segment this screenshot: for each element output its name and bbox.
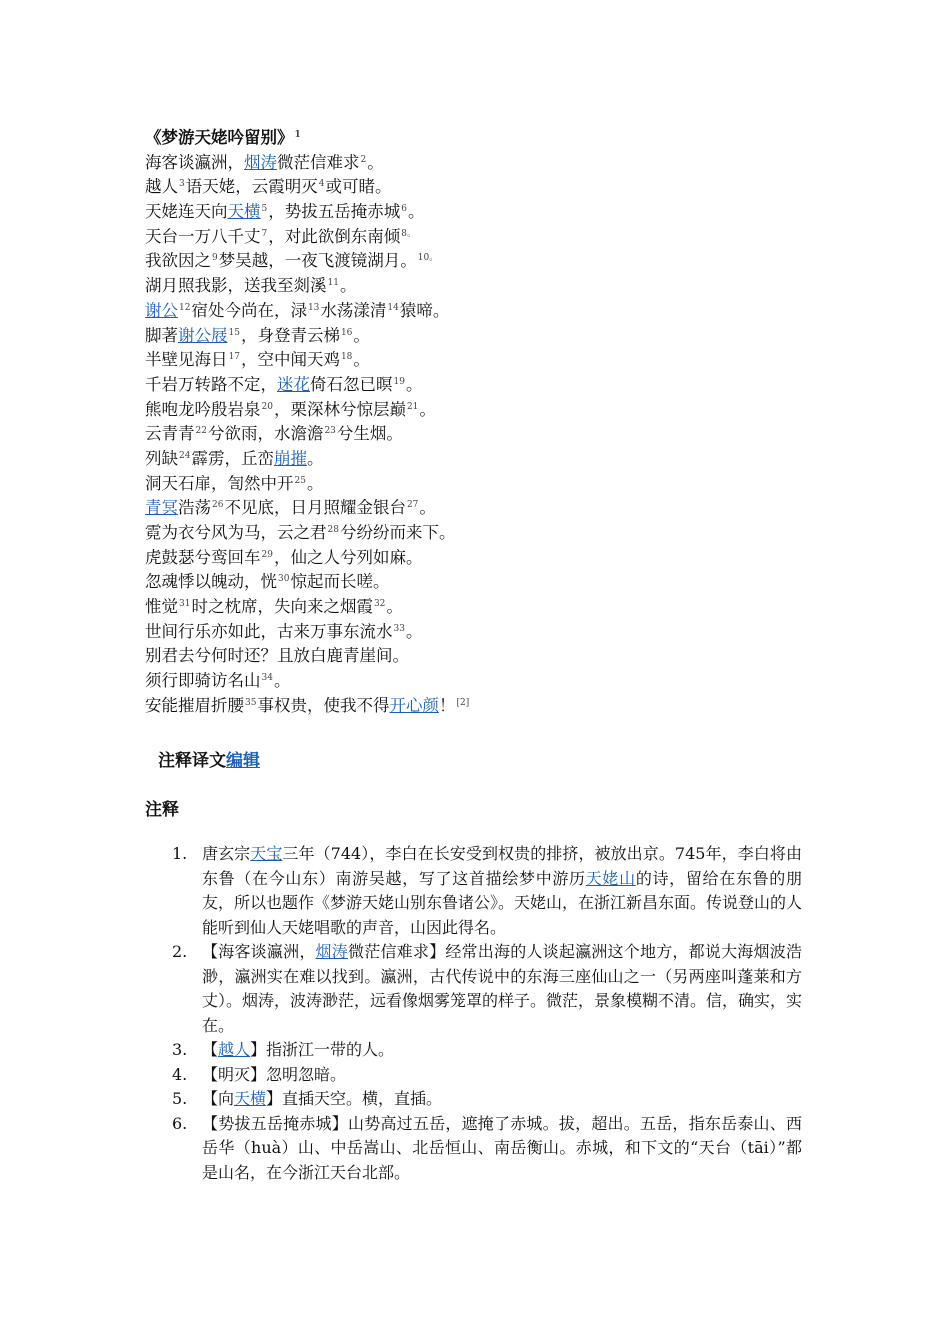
text-segment: ，栗深林兮惊层巅	[273, 399, 406, 419]
poem-line	[145, 274, 845, 299]
text-segment: 。	[419, 399, 436, 419]
footnote-ref[interactable]: 34	[261, 673, 273, 684]
poem-line	[145, 694, 845, 719]
text-segment: 【	[202, 1040, 219, 1059]
note-number: 4.	[172, 1064, 188, 1084]
term-link[interactable]: 迷花	[277, 374, 310, 394]
term-link[interactable]: 崩摧	[273, 448, 307, 468]
text-segment: 霓为衣兮风为马，云之君	[145, 523, 327, 542]
footnote-ref[interactable]: 6	[401, 204, 407, 215]
text-segment: 熊咆龙吟殷岩泉	[145, 399, 261, 419]
text-segment: 三年（744），李白在长安受到权贵的排挤，被放出京。745年，李白将由东鲁（在今山东）南游吴越，写了这首描绘梦中游历	[202, 844, 802, 888]
poem-line	[145, 570, 845, 595]
poem-title-line	[145, 126, 845, 151]
poem-line	[145, 472, 845, 497]
footnote-ref[interactable]: 31	[179, 599, 191, 610]
text-segment: 语天姥，云霞明灭	[185, 177, 318, 197]
term-link[interactable]: 天姥山	[585, 868, 636, 888]
text-segment: 天姥连天向	[145, 202, 228, 222]
text-segment: 别君去兮何时还？且放白鹿青崖间。	[145, 646, 409, 666]
text-segment: 。	[405, 374, 423, 394]
section-heading	[158, 746, 260, 771]
poem-line	[145, 299, 845, 324]
text-segment: 【向	[202, 1089, 235, 1108]
note-number: 2.	[172, 942, 188, 961]
text-segment: ，仙之人兮列如麻。	[273, 547, 423, 567]
text-segment: 。	[353, 325, 370, 345]
text-segment: 【海客谈瀛洲，	[202, 942, 316, 961]
text-segment: 虎鼓瑟兮鸾回车	[145, 547, 261, 567]
term-link[interactable]: 天横	[227, 202, 261, 222]
footnote-ref[interactable]: 22	[195, 426, 207, 437]
footnote-ref[interactable]: 30	[278, 574, 290, 585]
footnote-ref[interactable]: 5	[261, 204, 268, 215]
poem-line	[145, 151, 845, 176]
note-item	[172, 1112, 802, 1186]
note-item	[172, 1063, 802, 1088]
footnote-ref[interactable]: 7	[261, 228, 268, 239]
text-segment: ！	[438, 695, 456, 715]
note-number: 3.	[172, 1040, 188, 1059]
note-number: 1.	[172, 844, 188, 863]
footnote-ref[interactable]: 23	[324, 426, 336, 437]
text-segment: 湖月照我影，送我至剡溪	[145, 276, 327, 296]
text-segment: 时之枕席，失向来之烟霞	[191, 597, 373, 617]
term-link[interactable]: 越人	[218, 1040, 251, 1059]
text-segment: 【明灭】忽明忽暗。	[202, 1064, 347, 1084]
footnote-ref[interactable]: 28	[327, 525, 339, 535]
text-segment: 倚石忽已暝	[310, 374, 393, 394]
term-link[interactable]: 青冥	[145, 498, 178, 518]
text-segment: 霹雳，丘峦	[191, 448, 274, 468]
text-segment: 【势拔五岳掩赤城】山势高过五岳，遮掩了赤城。拔，超出。五岳，指东岳泰山、西岳华（huà）山、中岳嵩山、北岳恒山、南岳衡山。赤城，和下文的“天台（tāi）”都是山名，在今浙江天台北部。	[202, 1113, 802, 1182]
footnote-ref[interactable]: 16	[340, 327, 353, 338]
footnote-ref[interactable]: 27	[406, 500, 419, 511]
footnote-ref[interactable]: 1	[294, 130, 301, 140]
poem-line	[145, 324, 845, 349]
text-segment: 事权贵，使我不得	[257, 695, 390, 715]
term-link[interactable]: 开心颜	[389, 695, 439, 715]
text-segment: 须行即骑访名山	[145, 671, 261, 691]
text-segment: 。	[306, 473, 324, 493]
footnote-ref[interactable]: 26	[212, 500, 224, 511]
poem-line	[145, 620, 845, 645]
poem-line	[145, 546, 845, 571]
note-item	[172, 842, 802, 940]
footnote-ref[interactable]: 9	[212, 253, 218, 264]
text-segment: 宿处今尚在，渌	[191, 300, 307, 320]
note-item	[172, 1038, 802, 1063]
poem-line	[145, 398, 845, 423]
footnote-ref[interactable]: 35	[245, 697, 257, 708]
text-segment: 梦吴越，一夜飞渡镜湖月。	[218, 251, 417, 271]
notes-heading: 注释	[145, 800, 179, 820]
footnote-ref[interactable]: 2	[360, 154, 367, 165]
footnote-ref[interactable]: 24	[179, 450, 191, 461]
text-segment: 海客谈瀛洲，	[145, 152, 244, 172]
notes-list	[172, 842, 802, 1185]
text-segment: 。	[405, 621, 423, 641]
text-segment: 。	[353, 350, 370, 370]
poem-line	[145, 644, 845, 669]
footnote-ref[interactable]: 21	[406, 401, 419, 412]
footnote-ref[interactable]: 32	[373, 599, 386, 610]
poem-lines	[145, 151, 845, 719]
text-segment: 惊起而长嗟。	[290, 572, 390, 592]
footnote-ref[interactable]: 33	[393, 623, 405, 634]
text-segment: ，空中闻天鸡	[240, 350, 340, 370]
footnote-ref[interactable]: 25	[294, 475, 306, 486]
text-segment: 安能摧眉折腰	[145, 695, 244, 715]
text-segment: 兮欲雨，水澹澹	[207, 424, 324, 444]
text-segment: 兮生烟。	[336, 424, 403, 444]
text-segment: 天台一万八千丈	[145, 226, 261, 246]
poem-line	[145, 348, 845, 373]
text-segment: 。	[407, 202, 425, 222]
text-segment: 的诗，留给在东鲁的朋友，所以也题作《梦游天姥山别东鲁诸公》。天姥山，在浙江新昌东面。传说登山的人能听到仙人天姥唱歌的声音，山因此得名。	[202, 868, 803, 937]
text-segment: 兮纷纷而来下。	[339, 523, 456, 542]
text-segment: 浩荡	[178, 498, 211, 518]
text-segment: 微茫信难求】经常出海的人谈起瀛洲这个地方，都说大海烟波浩渺，瀛洲实在难以找到。瀛洲，古代传说中的东海三座仙山之一（另两座叫蓬莱和方丈）。烟涛，波涛渺茫，远看像烟雾笼罩的样子。微茫，景象模糊不清。信，确实，实在。	[202, 942, 803, 1035]
term-link[interactable]: 烟涛	[315, 942, 348, 961]
poem-line	[145, 249, 845, 274]
poem-line	[145, 422, 845, 447]
text-segment: 。	[367, 152, 384, 172]
term-link[interactable]: 天横	[234, 1089, 267, 1108]
note-item	[172, 1087, 802, 1112]
text-segment: 或可睹。	[325, 177, 392, 197]
text-segment: 千岩万转路不定，	[145, 374, 277, 394]
footnote-ref[interactable]: [2]	[456, 697, 470, 708]
edit-link[interactable]: 编辑	[226, 751, 260, 771]
text-segment: 。	[419, 498, 436, 518]
text-segment: 水荡漾清	[320, 300, 387, 320]
term-link[interactable]: 烟涛	[244, 152, 277, 172]
footnote-ref[interactable]: 11	[327, 278, 339, 289]
text-segment: 微茫信难求	[277, 152, 360, 172]
text-segment: 列缺	[145, 448, 178, 468]
footnote-ref[interactable]: 13	[307, 302, 320, 313]
text-segment: 不见底，日月照耀金银台	[224, 498, 406, 518]
poem-line	[145, 496, 845, 521]
poem-line	[145, 669, 845, 694]
term-link[interactable]: 谢公	[145, 300, 178, 320]
poem-line	[145, 595, 845, 620]
text-segment: 惟觉	[145, 597, 178, 617]
poem-line	[145, 175, 845, 200]
text-segment: 。	[386, 597, 403, 617]
footnote-ref[interactable]: 4	[318, 179, 325, 190]
text-segment: ，对此欲倒东南倾	[268, 226, 401, 246]
footnote-ref[interactable]: 19	[393, 376, 405, 387]
footnote-ref[interactable]: 3	[179, 179, 185, 190]
text-segment: 我欲因之	[145, 251, 211, 271]
term-link[interactable]: 谢公屐	[178, 325, 228, 345]
footnote-ref[interactable]: 14	[387, 302, 399, 313]
footnote-ref[interactable]: 10。	[417, 253, 439, 264]
note-number: 5.	[172, 1089, 188, 1108]
footnote-ref[interactable]: 29	[261, 549, 273, 560]
text-segment: 洞天石扉，訇然中开	[145, 473, 294, 493]
note-item	[172, 940, 802, 1038]
text-segment: 。	[339, 276, 357, 296]
footnote-ref[interactable]: 20	[261, 401, 273, 412]
text-segment: 脚著	[145, 325, 178, 345]
term-link[interactable]: 天宝	[250, 844, 283, 863]
footnote-ref[interactable]: 18	[340, 352, 353, 363]
poem-block	[145, 126, 845, 719]
footnote-ref[interactable]: 12	[179, 302, 191, 313]
text-segment: 。	[306, 448, 324, 468]
text-segment: 】直插天空。横，直插。	[266, 1089, 443, 1108]
poem-line	[145, 521, 845, 546]
text-segment: 】指浙江一带的人。	[250, 1040, 395, 1059]
note-number: 6.	[172, 1113, 188, 1133]
text-segment: 唐玄宗	[202, 844, 251, 863]
footnote-ref[interactable]: 15	[228, 327, 240, 338]
footnote-ref[interactable]: 8。	[401, 228, 416, 239]
poem-title: 《梦游天姥吟留别》	[145, 128, 294, 147]
text-segment: ，势拔五岳掩赤城	[268, 202, 401, 222]
section-heading-label: 注释译文	[158, 751, 226, 771]
text-segment: 云青青	[145, 424, 195, 444]
text-segment: 猿啼。	[399, 300, 450, 320]
poem-line	[145, 447, 845, 472]
text-segment: 。	[273, 671, 291, 691]
footnote-ref[interactable]: 17	[228, 352, 240, 363]
text-segment: 忽魂悸以魄动，恍	[145, 572, 277, 592]
text-segment: 世间行乐亦如此，古来万事东流水	[145, 621, 393, 641]
text-segment: ，身登青云梯	[240, 325, 340, 345]
text-segment: 半壁见海日	[145, 350, 228, 370]
text-segment: 越人	[145, 177, 178, 197]
poem-line	[145, 200, 845, 225]
poem-line	[145, 373, 845, 398]
poem-line	[145, 225, 845, 250]
